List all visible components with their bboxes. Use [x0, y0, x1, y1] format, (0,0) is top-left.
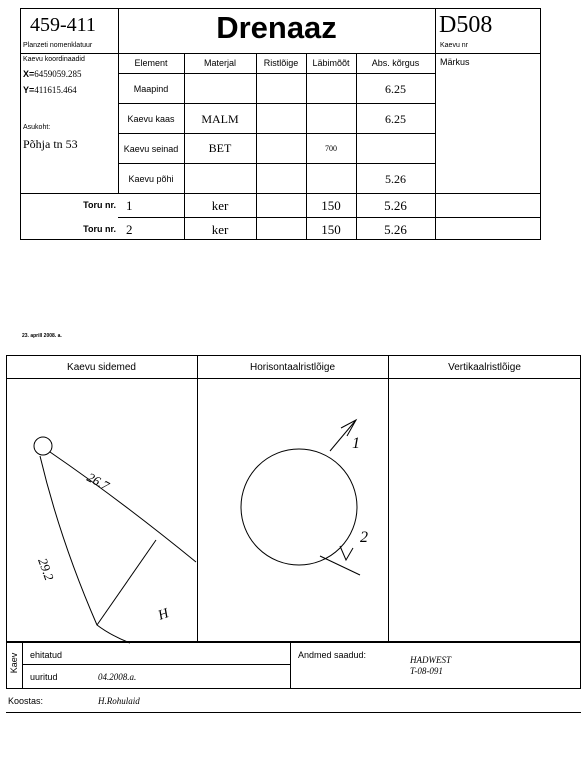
pipe-height: 5.26 — [384, 198, 407, 213]
row-element: Kaevu seinad — [123, 144, 179, 154]
arrow-head-2 — [340, 546, 353, 560]
sketch-header-links: Kaevu sidemed — [67, 362, 136, 373]
source-label: Andmed saadud: — [298, 650, 367, 660]
row-height: 5.26 — [385, 172, 406, 186]
pipe-number: 2 — [126, 222, 133, 237]
col-header-diameter: Läbimõõt — [312, 58, 350, 68]
row-material: MALM — [201, 112, 239, 126]
page-title: Drenaaz — [216, 10, 337, 45]
height-line — [97, 540, 156, 625]
pipe-height: 5.26 — [384, 222, 407, 237]
col-header-material: Materjal — [203, 58, 236, 68]
author-label: Koostas: — [8, 696, 44, 706]
label-distance-2: 29.2 — [35, 555, 58, 583]
row-height: 6.25 — [385, 82, 406, 96]
label-pipe-1: 1 — [352, 435, 360, 452]
pipe-material: ker — [211, 198, 229, 213]
manhole-circle — [241, 449, 357, 565]
location-value: Põhja tn 53 — [23, 137, 78, 151]
link-line-1 — [50, 452, 196, 562]
source-line-2: T-08-091 — [410, 666, 443, 676]
y-label: Y= — [23, 85, 35, 95]
nomenclature-number: 459-411 — [30, 14, 96, 36]
row-height: 6.25 — [385, 112, 406, 126]
label-height: H — [156, 606, 171, 624]
well-number-caption: Kaevu nr — [440, 42, 469, 49]
pipe-diameter: 150 — [321, 198, 341, 213]
surveyed-value: 04.2008.a. — [98, 672, 137, 682]
pipe-number: 1 — [126, 198, 133, 213]
pipe-label: Toru nr. — [83, 224, 116, 234]
row-diameter: 700 — [325, 144, 337, 153]
row-element: Kaevu kaas — [127, 114, 175, 124]
x-label: X= — [23, 69, 35, 79]
sketch-header-horizontal: Horisontaalristlõige — [249, 362, 336, 373]
source-line-1: HADWEST — [410, 655, 451, 665]
date-note: 23. aprill 2008. a. — [22, 333, 62, 339]
well-circle — [34, 437, 52, 455]
col-header-abs-height: Abs. kõrgus — [371, 58, 420, 68]
row-element: Kaevu põhi — [128, 174, 174, 184]
label-pipe-2: 2 — [360, 529, 368, 546]
row-material: BET — [208, 141, 232, 155]
link-line-2 — [40, 456, 130, 643]
coordinates-label: Kaevu koordinaadid — [23, 56, 85, 63]
pipe-arrow-2 — [320, 556, 360, 575]
location-label: Asukoht: — [23, 124, 51, 131]
label-distance-1: 26.7 — [84, 469, 112, 494]
remarks-label: Märkus — [440, 57, 470, 67]
row-element: Maapind — [133, 84, 169, 94]
surveyed-label: uuritud — [30, 672, 58, 682]
footer-block — [6, 642, 581, 689]
built-label: ehitatud — [30, 650, 63, 660]
author-value: H.Rohulaid — [98, 696, 140, 706]
nomenclature-caption: Planzeti nomenklatuur — [23, 42, 93, 49]
sketch-header-vertical: Vertikaalristlõige — [448, 362, 521, 373]
col-header-element: Element — [134, 58, 168, 68]
well-number: D508 — [439, 12, 493, 38]
pipe-diameter: 150 — [321, 222, 341, 237]
pipe-label: Toru nr. — [83, 200, 116, 210]
col-header-cross-section: Ristlõige — [263, 58, 299, 68]
y-value: 411615.464 — [34, 85, 77, 95]
kaev-label: Kaev — [9, 652, 19, 674]
x-value: 6459059.285 — [34, 69, 82, 79]
pipe-material: ker — [211, 222, 229, 237]
